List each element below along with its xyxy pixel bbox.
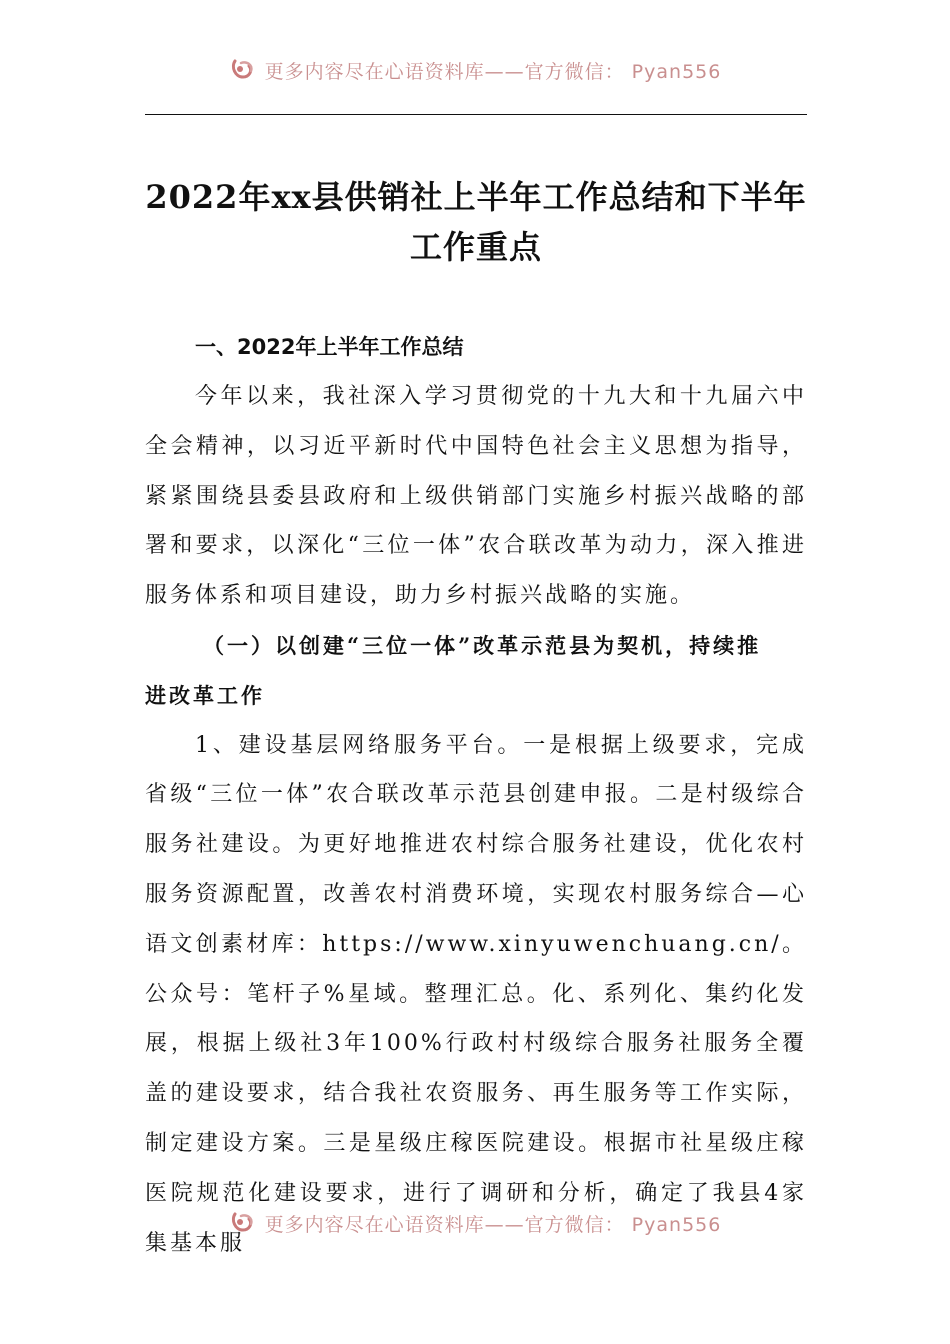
watermark-text: 更多内容尽在心语资料库——官方微信： Pyan556 [264, 1213, 722, 1236]
body-paragraph: 今年以来，我社深入学习贯彻党的十九大和十九届六中全会精神，以习近平新时代中国特色社会主义思想为指导，紧紧围绕县委县政府和上级供销部门实施乡村振兴战略的部署和要求，以深化“三位一体”农合联改革为动力，深入推进服务体系和项目建设，助力乡村振兴战略的实施。 [145, 384, 807, 609]
subsection-heading: （一）以创建“三位一体”改革示范县为契机，持续推进改革工作 [145, 632, 762, 708]
watermark-text: 更多内容尽在心语资料库——官方微信： Pyan556 [264, 60, 722, 83]
watermark-footer [0, 1209, 950, 1237]
body-paragraph: 1、建设基层网络服务平台。一是根据上级要求，完成省级“三位一体”农合联改革示范县创建申报。二是村级综合服务社建设。为更好地推进农村综合服务社建设，优化农村服务资源配置，改善农村消费环境，实现农村服务综合—心语文创素材库：https://www.xinyuwenchuang.cn/。公众号：笔杆子%星域。整理汇总。化、系列化、集约化发展，根据上级社3年100%行政村村级综合服务社服务全覆盖的建设要求，结合我社农资服务、再生服务等工作实际，制定建设方案。三是星级庄稼医院建设。根据市社星级庄稼医院规范化建设要求，进行了调研和分析，确定了我县4家集基本服 [145, 732, 807, 1256]
swirl-logo-icon [229, 57, 257, 83]
watermark-header [0, 56, 950, 84]
swirl-logo-icon [229, 1210, 257, 1236]
document-title: 2022年xx县供销社上半年工作总结和下半年工作重点 [145, 178, 807, 266]
header-rule [145, 114, 807, 115]
section-heading: 一、2022年上半年工作总结 [195, 335, 464, 359]
document-body [145, 322, 807, 1268]
